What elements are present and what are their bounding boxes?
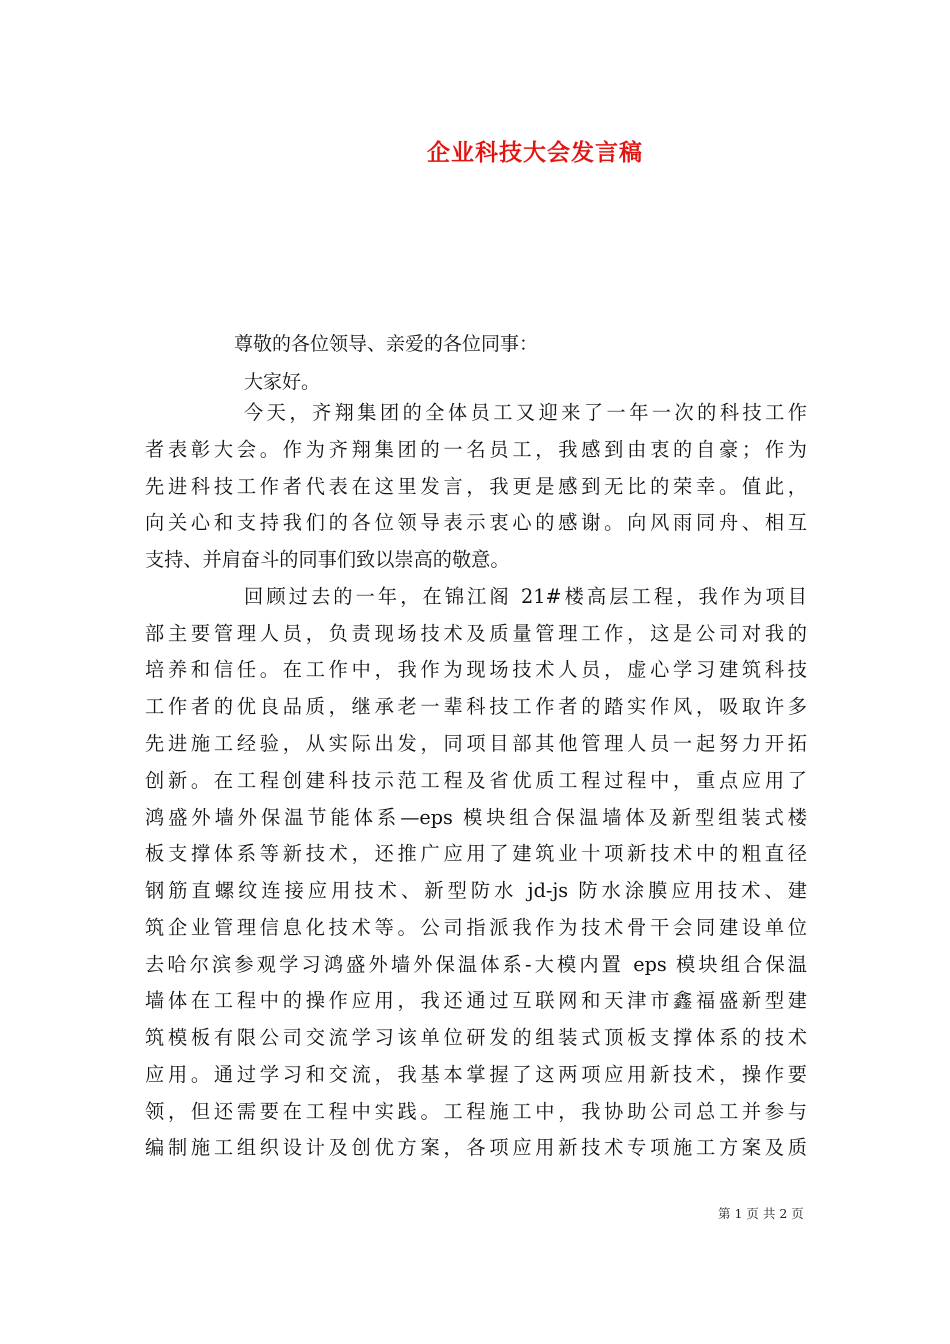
- text-line: 编制施工组织设计及创优方案，各项应用新技术专项施工方案及质: [145, 1136, 807, 1159]
- text-line: 者表彰大会。作为齐翔集团的一名员工，我感到由衷的自豪；作为: [145, 438, 807, 461]
- text-line: 今天，齐翔集团的全体员工又迎来了一年一次的科技工作: [244, 401, 807, 424]
- text-line: 支持、并肩奋斗的同事们致以崇高的敬意。: [145, 548, 510, 571]
- text-line: 回顾过去的一年，在锦江阁 21#楼高层工程，我作为项目: [244, 585, 807, 608]
- text-line: 筑企业管理信息化技术等。公司指派我作为技术骨干会同建设单位: [145, 916, 807, 939]
- text-line: 板支撑体系等新技术，还推广应用了建筑业十项新技术中的粗直径: [145, 842, 807, 865]
- text-line: 应用。通过学习和交流，我基本掌握了这两项应用新技术，操作要: [145, 1063, 807, 1086]
- page-number: 第 1 页 共 2 页: [718, 1206, 804, 1221]
- text-line: 向关心和支持我们的各位领导表示衷心的感谢。向风雨同舟、相互: [145, 511, 807, 534]
- text-line: 先进施工经验，从实际出发，同项目部其他管理人员一起努力开拓: [145, 732, 807, 755]
- text-line: 领，但还需要在工程中实践。工程施工中，我协助公司总工并参与: [145, 1100, 807, 1123]
- text-line: 筑模板有限公司交流学习该单位研发的组装式顶板支撑体系的技术: [145, 1026, 807, 1049]
- text-line: 去哈尔滨参观学习鸿盛外墙外保温体系-大模内置 eps 模块组合保温: [145, 953, 807, 976]
- text-line: 部主要管理人员，负责现场技术及质量管理工作，这是公司对我的: [145, 622, 807, 645]
- text-line: 鸿盛外墙外保温节能体系—eps 模块组合保温墙体及新型组装式楼: [145, 806, 807, 829]
- text-line: 培养和信任。在工作中，我作为现场技术人员，虚心学习建筑科技: [145, 658, 807, 681]
- greeting: 大家好。: [244, 371, 321, 393]
- text-line: 工作者的优良品质，继承老一辈科技工作者的踏实作风，吸取许多: [145, 695, 807, 718]
- text-line: 钢筋直螺纹连接应用技术、新型防水 jd-js 防水涂膜应用技术、建: [145, 879, 807, 902]
- text-line: 先进科技工作者代表在这里发言，我更是感到无比的荣幸。值此，: [145, 475, 807, 498]
- document-title: 企业科技大会发言稿: [427, 139, 643, 166]
- salutation: 尊敬的各位领导、亲爱的各位同事：: [234, 333, 539, 355]
- text-line: 创新。在工程创建科技示范工程及省优质工程过程中，重点应用了: [145, 769, 807, 792]
- text-line: 墙体在工程中的操作应用，我还通过互联网和天津市鑫福盛新型建: [145, 989, 807, 1012]
